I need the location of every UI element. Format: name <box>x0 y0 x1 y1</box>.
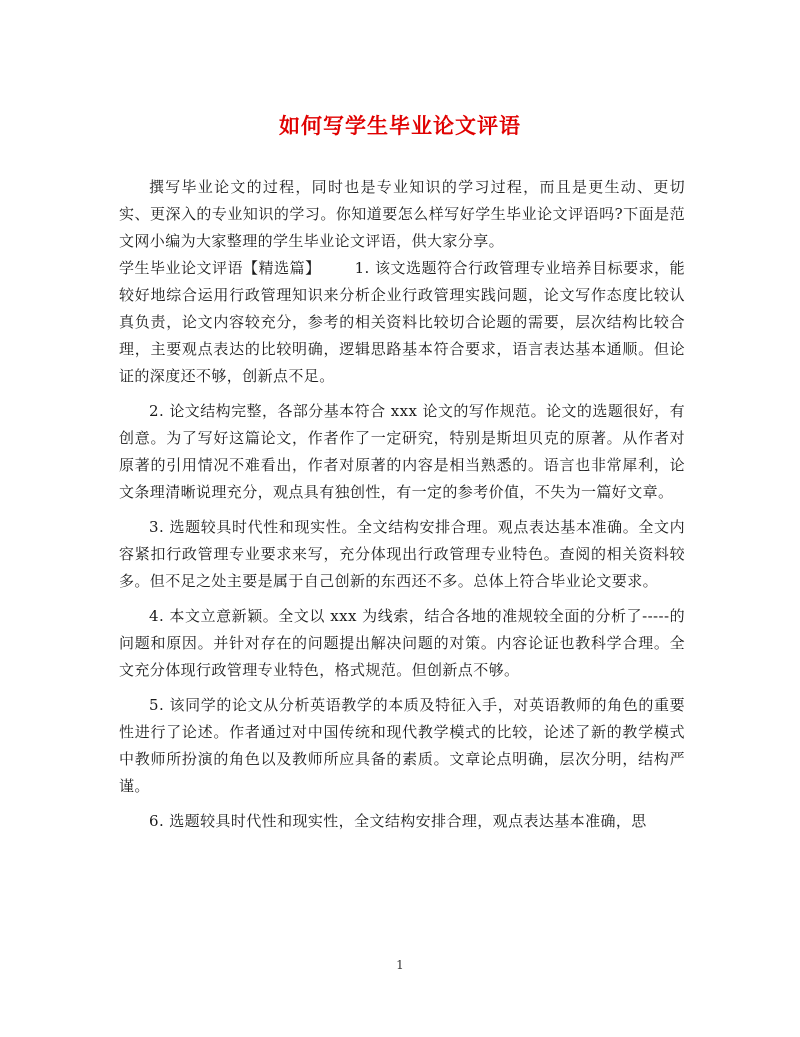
comment-paragraph-4: 4. 本文立意新颖。全文以 xxx 为线索，结合各地的准规较全面的分析了-----的问题和原因。并针对存在的问题提出解决问题的对策。内容论证也教科学合理。全文充分体现行政管理专业特色，格式规范。但创新点不够。 <box>119 607 685 679</box>
page-number: 1 <box>396 958 404 972</box>
intro-paragraph: 撰写毕业论文的过程，同时也是专业知识的学习过程，而且是更生动、更切实、更深入的专业知识的学习。你知道要怎么样写好学生毕业论文评语吗?下面是范文网小编为大家整理的学生毕业论文评语，供大家分享。 <box>119 178 685 250</box>
document-title: 如何写学生毕业论文评语 <box>279 113 521 138</box>
comment-paragraph-2: 2. 论文结构完整，各部分基本符合 xxx 论文的写作规范。论文的选题很好，有创意。为了写好这篇论文，作者作了一定研究，特别是斯坦贝克的原著。从作者对原著的引用情况不难看出，作者对原著的内容是相当熟悉的。语言也非常犀利，论文条理清晰说理充分，观点具有独创性，有一定的参考价值，不失为一篇好文章。 <box>119 402 685 501</box>
section-heading: 学生毕业论文评语【精选篇】 <box>119 259 321 277</box>
comment-paragraph-3: 3. 选题较具时代性和现实性。全文结构安排合理。观点表达基本准确。全文内容紧扣行政管理专业要求来写，充分体现出行政管理专业特色。查阅的相关资料较多。但不足之处主要是属于自己创新的东西还不多。总体上符合毕业论文要求。 <box>119 518 685 590</box>
document-body <box>119 174 685 843</box>
comment-paragraph-1 <box>119 255 685 390</box>
comment-paragraph-5: 5. 该同学的论文从分析英语教学的本质及特征入手，对英语教师的角色的重要性进行了论述。作者通过对中国传统和现代教学模式的比较，论述了新的教学模式中教师所扮演的角色以及教师所应具备的素质。文章论点明确，层次分明，结构严谨。 <box>119 696 685 795</box>
comment-text-1: 1. 该文选题符合行政管理专业培养目标要求，能较好地综合运用行政管理知识来分析企业行政管理实践问题，论文写作态度比较认真负责，论文内容较充分，参考的相关资料比较切合论题的需要，层次结构比较合理，主要观点表达的比较明确，逻辑思路基本符合要求，语言表达基本通顺。但论证的深度还不够，创新点不足。 <box>119 259 685 385</box>
comment-paragraph-6: 6. 选题较具时代性和现实性，全文结构安排合理，观点表达基本准确，思 <box>149 812 647 830</box>
